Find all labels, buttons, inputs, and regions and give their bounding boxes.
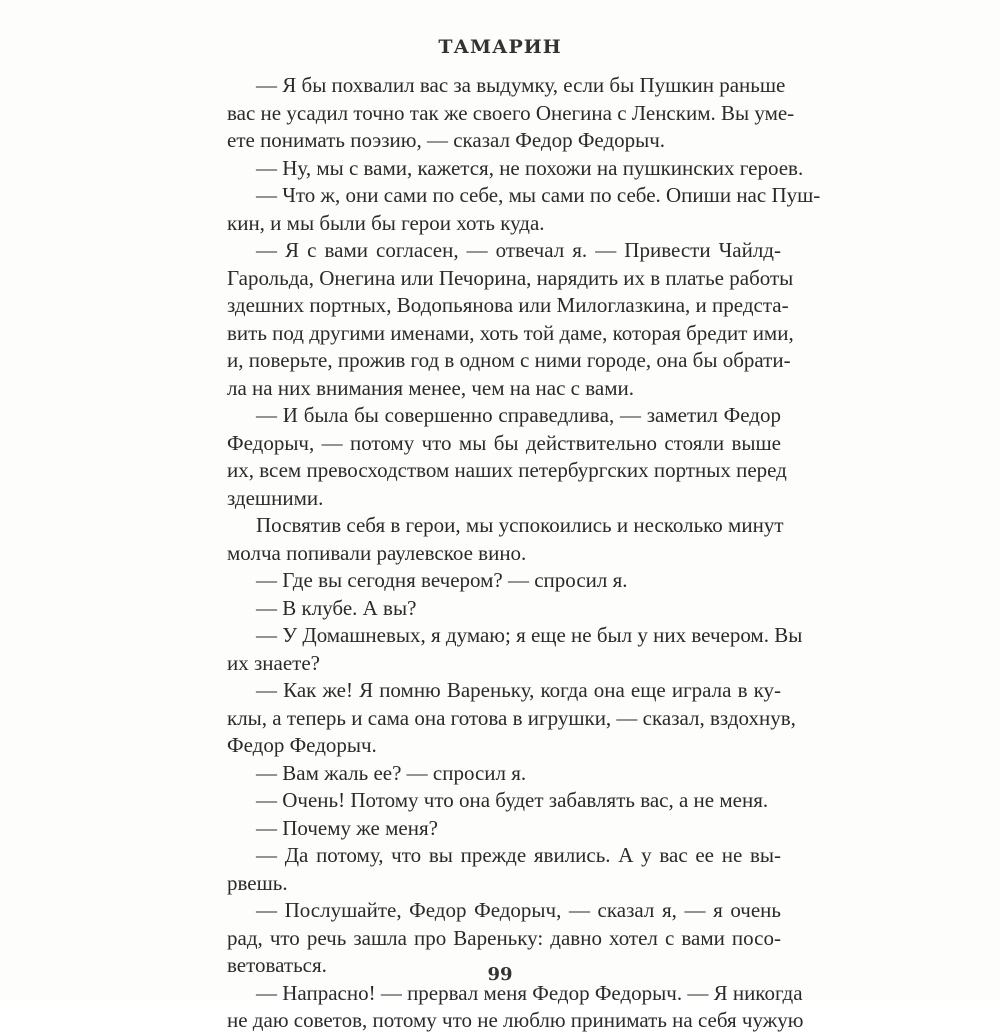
text-line: — Где вы сегодня вечером? — спросил я. (256, 568, 628, 592)
text-line: Федорыч, — потому что мы бы действительно стояли выше (227, 430, 781, 455)
text-line: — Я бы похвалил вас за выдумку, если бы Пушкин раньше (256, 73, 786, 97)
text-line: рад, что речь зашла про Вареньку: давно хотел с вами посо- (227, 925, 781, 950)
text-line: — Как же! Я помню Вареньку, когда она еще играла в ку- (256, 678, 781, 702)
text-line: не даю советов, потому что не люблю принимать на себя чужую (227, 1008, 804, 1032)
text-line: вас не усадил точно так же своего Онегина с Ленским. Вы уме- (227, 100, 795, 125)
text-line: — Почему же меня? (256, 815, 438, 840)
text-line: вить под другими именами, хоть той даме, которая бредит ими, (227, 320, 794, 345)
text-line: ла на них внимания менее, чем на нас с вами. (227, 375, 634, 400)
text-line: — Послушайте, Федор Федорыч, — сказал я, — я очень (256, 898, 781, 922)
text-line: их, всем превосходством наших петербургских портных перед (227, 458, 787, 482)
text-line: их знаете? (227, 650, 320, 675)
text-line: здешними. (227, 485, 324, 510)
text-line: Гарольда, Онегина или Печорина, нарядить их в платье работы (227, 265, 794, 290)
text-line: кин, и мы были бы герои хоть куда. (227, 210, 545, 235)
text-line: — Да потому, что вы прежде явились. А у вас ее не вы- (256, 843, 781, 867)
text-line: Федор Федорыч. (227, 733, 377, 757)
body-text (227, 72, 821, 1035)
text-line: — Напрасно! — прервал меня Федор Федорыч. — Я никогда (256, 980, 803, 1005)
text-line: Посвятив себя в герои, мы успокоились и несколько минут (256, 513, 784, 537)
text-line: — Очень! Потому что она будет забавлять вас, а не меня. (256, 788, 769, 812)
text-line: — Вам жаль ее? — спросил я. (256, 760, 527, 785)
text-line: — Ну, мы с вами, кажется, не похожи на пушкинских героев. (256, 155, 804, 180)
text-line: ете понимать поэзию, — сказал Федор Федорыч. (227, 128, 666, 152)
page-number: 99 (487, 964, 513, 985)
text-line: — В клубе. А вы? (256, 595, 417, 620)
text-line: — У Домашневых, я думаю; я еще не был у них вечером. Вы (256, 623, 803, 647)
text-line: ветоваться. (227, 953, 327, 977)
text-line: здешних портных, Водопьянова или Милоглазкина, и предста- (227, 293, 789, 317)
text-line: — Я с вами согласен, — отвечал я. — Привести Чайлд- (256, 238, 781, 262)
text-line: рвешь. (227, 870, 288, 895)
running-head-title: ТАМАРИН (438, 36, 562, 58)
text-line: — И была бы совершенно справедлива, — заметил Федор (256, 403, 781, 427)
text-line: молча попивали раулевское вино. (227, 540, 527, 565)
text-line: клы, а теперь и сама она готова в игрушки, — сказал, вздохнув, (227, 705, 796, 730)
text-line: — Что ж, они сами по себе, мы сами по себе. Опиши нас Пуш- (256, 183, 821, 207)
text-line: и, поверьте, прожив год в одном с ними городе, она бы обрати- (227, 348, 791, 372)
